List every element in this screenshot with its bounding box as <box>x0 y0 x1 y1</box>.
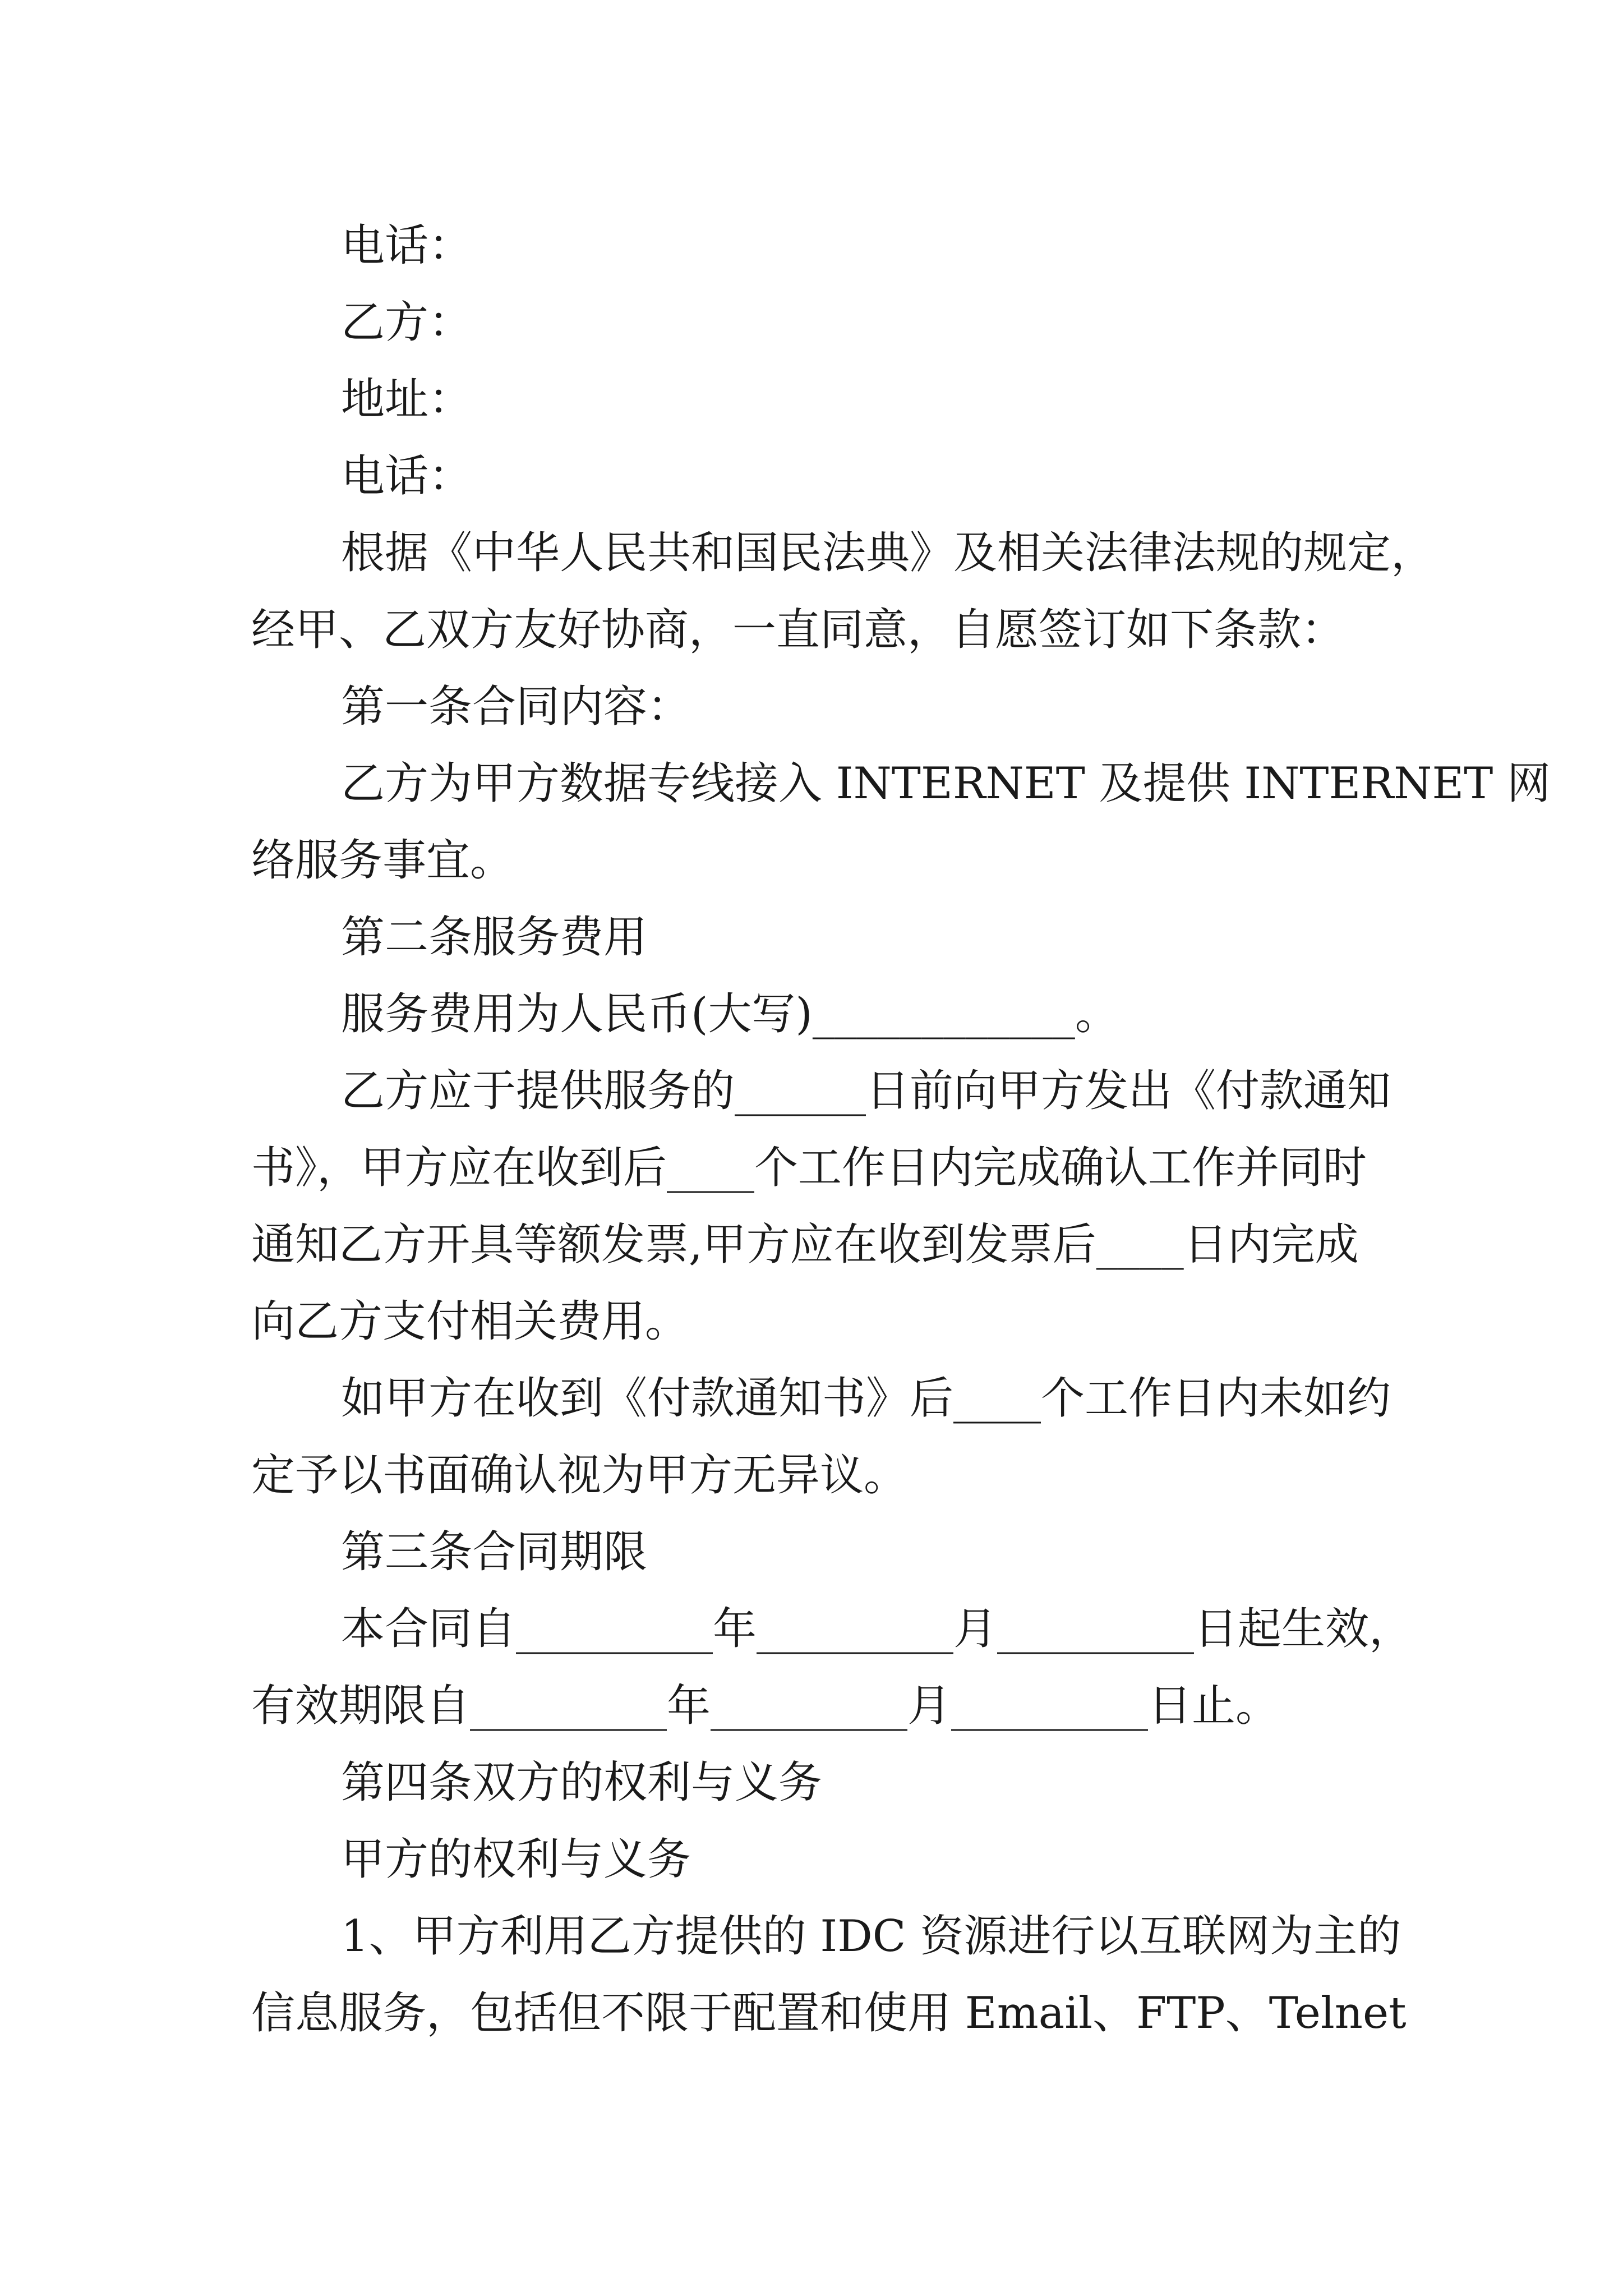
section-heading: 第二条服务费用 <box>341 912 648 963</box>
text-line: 1、甲方利用乙方提供的 IDC 资源进行以互联网为主的 <box>341 1911 1401 1962</box>
section-heading: 第三条合同期限 <box>341 1527 648 1577</box>
text-line: 向乙方支付相关费用。 <box>251 1296 689 1347</box>
text-line: 书》，甲方应在收到后____个工作日内完成确认工作并同时 <box>251 1143 1367 1193</box>
text-line: 服务费用为人民币(大写)____________。 <box>341 989 1119 1039</box>
text-line: 乙方为甲方数据专线接入 INTERNET 及提供 INTERNET 网 <box>341 758 1551 809</box>
text-line: 有效期限自_________年_________月_________日止。 <box>251 1681 1280 1731</box>
subsection-heading: 甲方的权利与义务 <box>341 1834 691 1885</box>
text-line: 地址： <box>341 374 473 425</box>
text-line: 经甲、乙双方友好协商，一直同意，自愿签订如下条款： <box>251 605 1345 655</box>
text-line: 络服务事宜。 <box>251 835 514 886</box>
section-heading: 第四条双方的权利与义务 <box>341 1757 823 1808</box>
contract-body <box>251 208 1551 2052</box>
text-line: 通知乙方开具等额发票,甲方应在收到发票后____日内完成 <box>251 1220 1359 1270</box>
text-line: 定予以书面确认视为甲方无异议。 <box>251 1450 908 1501</box>
text-line: 乙方应于提供服务的______日前向甲方发出《付款通知 <box>341 1066 1391 1116</box>
text-line: 电话： <box>341 220 473 271</box>
text-line: 根据《中华人民共和国民法典》及相关法律法规的规定， <box>341 528 1435 578</box>
text-line: 本合同自_________年_________月_________日起生效， <box>341 1604 1413 1654</box>
text-line: 信息服务，包括但不限于配置和使用 Email、FTP、Telnet <box>251 1988 1407 2039</box>
text-line: 乙方： <box>341 297 473 348</box>
text-line: 电话： <box>341 451 473 501</box>
text-line: 如甲方在收到《付款通知书》后____个工作日内未如约 <box>341 1373 1391 1424</box>
section-heading: 第一条合同内容： <box>341 682 691 732</box>
